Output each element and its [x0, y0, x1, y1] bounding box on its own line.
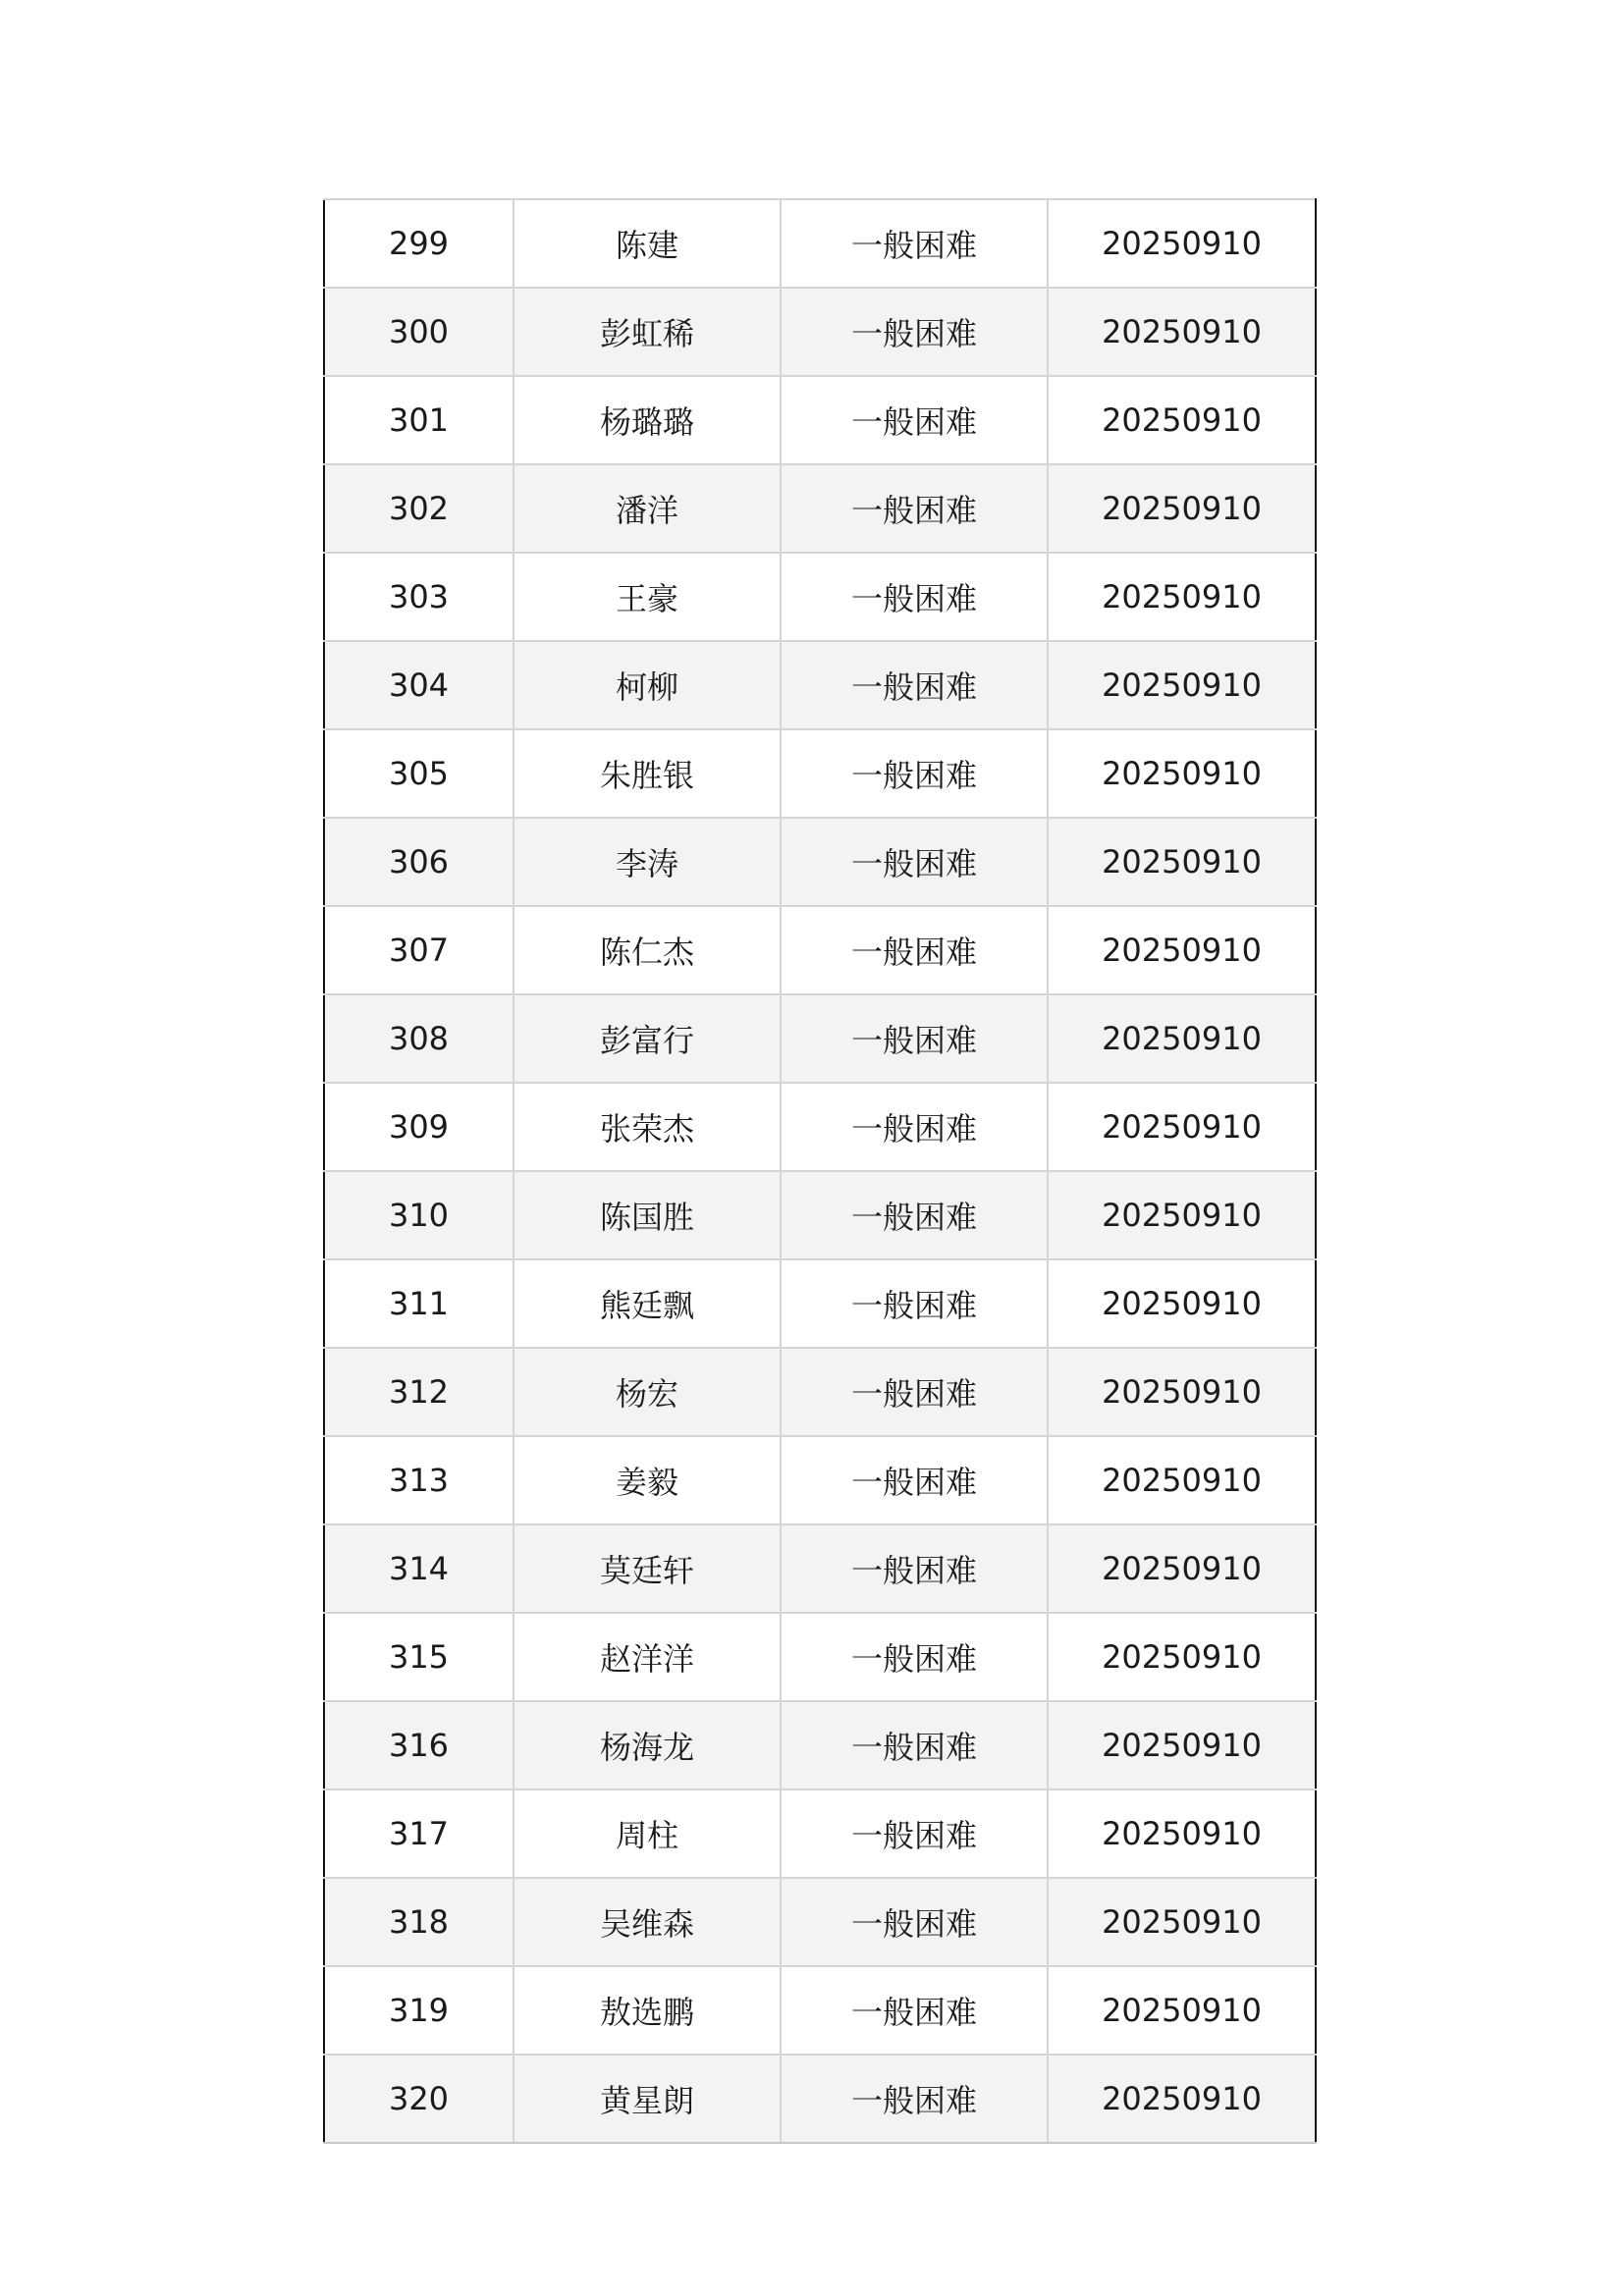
cell-difficulty-level: 一般困难: [781, 1966, 1048, 2055]
cell-index: 308: [324, 994, 514, 1083]
table-row: [324, 288, 1316, 376]
cell-name: 熊廷飘: [514, 1259, 781, 1348]
table-row: [324, 729, 1316, 818]
cell-date: 20250910: [1048, 1348, 1316, 1436]
cell-index: 316: [324, 1701, 514, 1789]
cell-name: 朱胜银: [514, 729, 781, 818]
cell-difficulty-level: 一般困难: [781, 376, 1048, 464]
cell-date: 20250910: [1048, 1613, 1316, 1701]
cell-difficulty-level: 一般困难: [781, 906, 1048, 994]
table-row: [324, 199, 1316, 288]
cell-name: 李涛: [514, 818, 781, 906]
cell-index: 319: [324, 1966, 514, 2055]
table-row: [324, 376, 1316, 464]
table-row: [324, 818, 1316, 906]
table-row: [324, 1878, 1316, 1966]
cell-difficulty-level: 一般困难: [781, 1436, 1048, 1524]
cell-difficulty-level: 一般困难: [781, 1348, 1048, 1436]
table-row: [324, 464, 1316, 553]
cell-difficulty-level: 一般困难: [781, 2055, 1048, 2143]
cell-difficulty-level: 一般困难: [781, 199, 1048, 288]
table-row: [324, 641, 1316, 729]
cell-name: 杨宏: [514, 1348, 781, 1436]
cell-index: 313: [324, 1436, 514, 1524]
cell-index: 320: [324, 2055, 514, 2143]
cell-index: 305: [324, 729, 514, 818]
cell-date: 20250910: [1048, 464, 1316, 553]
cell-date: 20250910: [1048, 199, 1316, 288]
roster-table: [323, 198, 1317, 2144]
cell-name: 彭富行: [514, 994, 781, 1083]
cell-difficulty-level: 一般困难: [781, 1524, 1048, 1613]
cell-difficulty-level: 一般困难: [781, 1701, 1048, 1789]
cell-difficulty-level: 一般困难: [781, 1083, 1048, 1171]
cell-name: 吴维森: [514, 1878, 781, 1966]
table-row: [324, 906, 1316, 994]
cell-name: 陈国胜: [514, 1171, 781, 1259]
cell-index: 318: [324, 1878, 514, 1966]
cell-difficulty-level: 一般困难: [781, 641, 1048, 729]
table-row: [324, 1613, 1316, 1701]
cell-difficulty-level: 一般困难: [781, 1171, 1048, 1259]
table-row: [324, 1701, 1316, 1789]
cell-date: 20250910: [1048, 1083, 1316, 1171]
cell-date: 20250910: [1048, 818, 1316, 906]
cell-difficulty-level: 一般困难: [781, 1613, 1048, 1701]
table-row: [324, 553, 1316, 641]
cell-date: 20250910: [1048, 1524, 1316, 1613]
cell-difficulty-level: 一般困难: [781, 729, 1048, 818]
cell-name: 黄星朗: [514, 2055, 781, 2143]
cell-date: 20250910: [1048, 994, 1316, 1083]
cell-difficulty-level: 一般困难: [781, 818, 1048, 906]
cell-index: 311: [324, 1259, 514, 1348]
cell-index: 300: [324, 288, 514, 376]
cell-date: 20250910: [1048, 1701, 1316, 1789]
table-row: [324, 1436, 1316, 1524]
cell-difficulty-level: 一般困难: [781, 464, 1048, 553]
cell-index: 317: [324, 1789, 514, 1878]
cell-date: 20250910: [1048, 288, 1316, 376]
cell-name: 杨海龙: [514, 1701, 781, 1789]
cell-date: 20250910: [1048, 906, 1316, 994]
cell-difficulty-level: 一般困难: [781, 994, 1048, 1083]
cell-date: 20250910: [1048, 1789, 1316, 1878]
cell-date: 20250910: [1048, 1966, 1316, 2055]
cell-name: 赵洋洋: [514, 1613, 781, 1701]
table-row: [324, 1171, 1316, 1259]
cell-name: 陈仁杰: [514, 906, 781, 994]
cell-date: 20250910: [1048, 376, 1316, 464]
cell-name: 杨璐璐: [514, 376, 781, 464]
cell-index: 303: [324, 553, 514, 641]
table-row: [324, 1524, 1316, 1613]
cell-index: 309: [324, 1083, 514, 1171]
table-row: [324, 1083, 1316, 1171]
cell-date: 20250910: [1048, 553, 1316, 641]
cell-name: 姜毅: [514, 1436, 781, 1524]
table-row: [324, 2055, 1316, 2143]
cell-difficulty-level: 一般困难: [781, 1259, 1048, 1348]
cell-name: 潘洋: [514, 464, 781, 553]
table-row: [324, 1348, 1316, 1436]
table-row: [324, 1966, 1316, 2055]
cell-date: 20250910: [1048, 1878, 1316, 1966]
cell-index: 304: [324, 641, 514, 729]
table-row: [324, 994, 1316, 1083]
cell-name: 周柱: [514, 1789, 781, 1878]
table-row: [324, 1789, 1316, 1878]
cell-date: 20250910: [1048, 2055, 1316, 2143]
cell-name: 莫廷轩: [514, 1524, 781, 1613]
cell-name: 敖选鹏: [514, 1966, 781, 2055]
cell-index: 301: [324, 376, 514, 464]
cell-date: 20250910: [1048, 1436, 1316, 1524]
cell-name: 陈建: [514, 199, 781, 288]
cell-index: 314: [324, 1524, 514, 1613]
roster-table-container: [323, 198, 1315, 2144]
cell-date: 20250910: [1048, 641, 1316, 729]
cell-index: 312: [324, 1348, 514, 1436]
cell-name: 彭虹稀: [514, 288, 781, 376]
cell-index: 315: [324, 1613, 514, 1701]
roster-table-body: [324, 199, 1316, 2143]
table-row: [324, 1259, 1316, 1348]
cell-index: 306: [324, 818, 514, 906]
cell-date: 20250910: [1048, 729, 1316, 818]
cell-difficulty-level: 一般困难: [781, 288, 1048, 376]
cell-difficulty-level: 一般困难: [781, 1789, 1048, 1878]
cell-date: 20250910: [1048, 1259, 1316, 1348]
cell-index: 307: [324, 906, 514, 994]
cell-index: 302: [324, 464, 514, 553]
cell-difficulty-level: 一般困难: [781, 1878, 1048, 1966]
cell-name: 张荣杰: [514, 1083, 781, 1171]
cell-index: 310: [324, 1171, 514, 1259]
cell-index: 299: [324, 199, 514, 288]
cell-difficulty-level: 一般困难: [781, 553, 1048, 641]
cell-date: 20250910: [1048, 1171, 1316, 1259]
cell-name: 王豪: [514, 553, 781, 641]
cell-name: 柯柳: [514, 641, 781, 729]
